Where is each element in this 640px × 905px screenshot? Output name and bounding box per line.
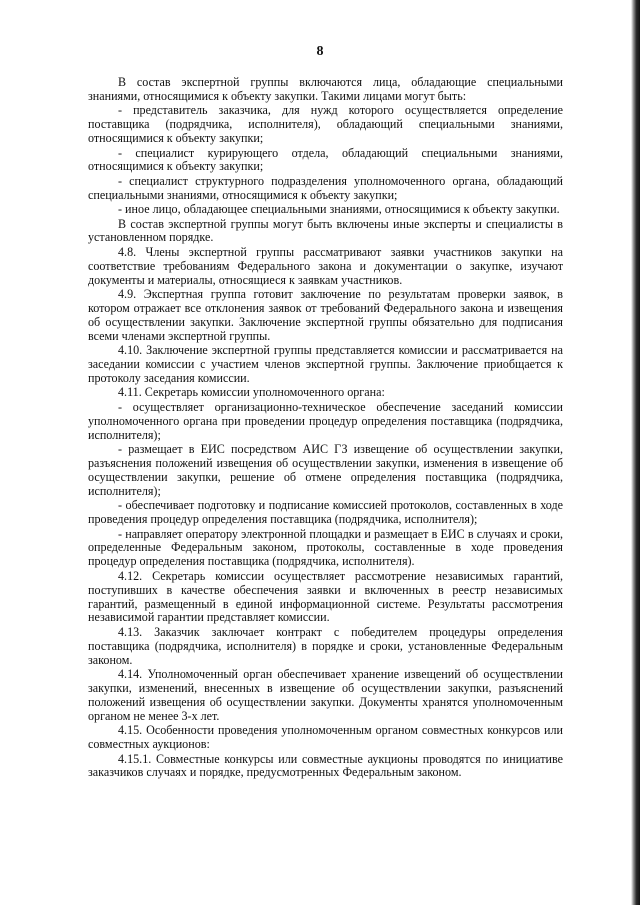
list-item-organizational-support: - осуществляет организационно-техническое обеспечение заседаний комиссии уполномоченного органа при проведении процедур определения поставщика (подрядчика, исполнителя); — [88, 399, 563, 442]
clause-4-13: 4.13. Заказчик заключает контракт с победителем процедуры определения поставщика (подрядчика, исполнителя) в порядке и сроки, установленные Федеральным законом. — [88, 624, 563, 667]
list-item-protocol-preparation: - обеспечивает подготовку и подписание комиссией протоколов, составленных в ходе проведения процедур определения поставщика (подрядчика, исполнителя); — [88, 498, 563, 527]
scan-edge-shadow — [631, 0, 640, 905]
clause-4-9: 4.9. Экспертная группа готовит заключение по результатам проверки заявок, в котором отражает все отклонения заявок от требований Федерального закона и извещения об осуществлении закупки. Заключение экспертной группы обязательно для подписания всеми членами экспертной группы. — [88, 287, 563, 343]
list-item-supervising-department-specialist: - специалист курирующего отдела, обладающий специальными знаниями, относящимися к объекту закупки; — [88, 145, 563, 174]
clause-4-15: 4.15. Особенности проведения уполномоченным органом совместных конкурсов или совместных аукционов: — [88, 723, 563, 752]
clause-4-11: 4.11. Секретарь комиссии уполномоченного органа: — [118, 385, 385, 400]
paragraph-expert-group-composition: В состав экспертной группы включаются лица, обладающие специальными знаниями, относящимися к объекту закупки. Такими лицами могут быть: — [88, 75, 563, 103]
list-item-other-person: - иное лицо, обладающее специальными знаниями, относящимися к объекту закупки. — [118, 202, 560, 217]
page-number: 8 — [316, 44, 324, 59]
list-item-customer-representative: - представитель заказчика, для нужд которого осуществляется определение поставщика (подрядчика, исполнителя), обладающий специальными знаниями, относящимися к объекту закупки; — [88, 103, 563, 146]
list-item-publishes-in-eis: - размещает в ЕИС посредством АИС ГЗ извещение об осуществлении закупки, разъяснения положений извещения об осуществлении закупки, изменения в извещение об осуществлении закупки, решение об отмене определения поставщика (подрядчика, исполнителя); — [88, 442, 563, 498]
paragraph-other-experts: В состав экспертной группы могут быть включены иные эксперты и специалисты в установленном порядке. — [88, 216, 563, 245]
clause-4-12: 4.12. Секретарь комиссии осуществляет рассмотрение независимых гарантий, поступивших в качестве обеспечения заявки и включенных в реестр независимых гарантий, размещенный в единой информационной системе. Результаты рассмотрения независимой гарантии представляет комиссии. — [88, 568, 563, 625]
list-item-structural-unit-specialist: - специалист структурного подразделения уполномоченного органа, обладающий специальными знаниями, относящимися к объекту закупки; — [88, 173, 563, 202]
clause-4-10: 4.10. Заключение экспертной группы представляется комиссии и рассматривается на заседании комиссии с участием членов экспертной группы. Заключение приобщается к протоколу заседания комиссии. — [88, 343, 563, 386]
clause-4-15-1: 4.15.1. Совместные конкурсы или совместные аукционы проводятся по инициативе заказчиков случаях и порядке, предусмотренных Федеральным законом. — [88, 751, 563, 780]
clause-4-8: 4.8. Члены экспертной группы рассматривают заявки участников закупки на соответствие требованиям Федерального закона и документации о закупке, изучают документы и материалы, относящиеся к заявкам участников. — [88, 244, 563, 287]
list-item-sends-to-operator: - направляет оператору электронной площадки и размещает в ЕИС в случаях и сроки, определенные Федеральным законом, протоколы, составленные в ходе проведения процедур определения поставщика (подрядчика, исполнителя). — [88, 526, 563, 569]
clause-4-14: 4.14. Уполномоченный орган обеспечивает хранение извещений об осуществлении закупки, изменений, внесенных в извещение об осуществлении закупки, разъяснений положений извещения об осуществлении закупки. Документы хранятся уполномоченным органом не менее 3-х лет. — [88, 667, 563, 723]
document-body — [88, 76, 563, 781]
